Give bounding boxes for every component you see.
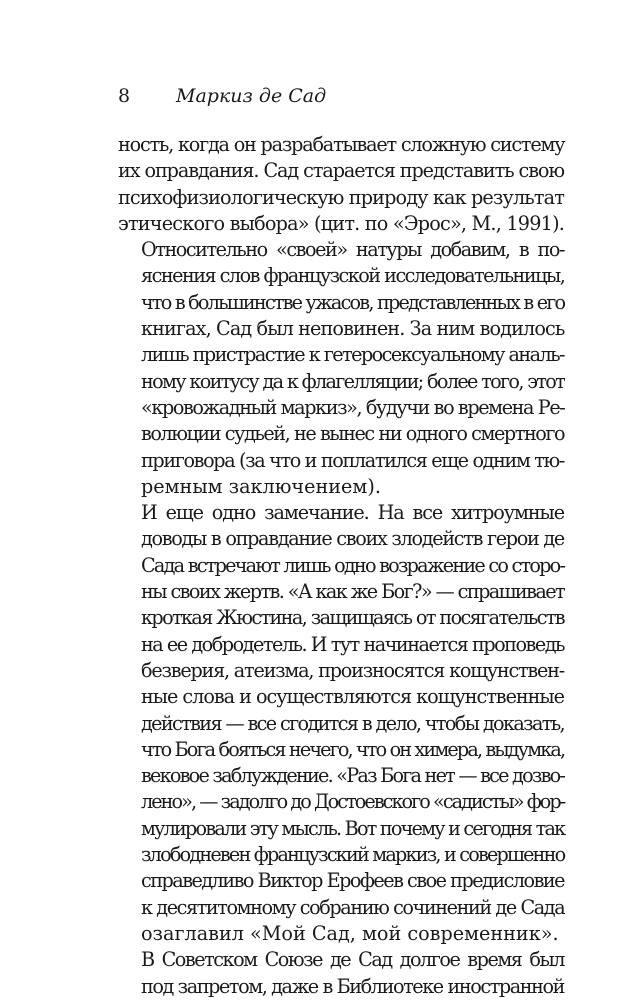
text-line: на ее добродетель. И тут начинается проповедь [141,632,564,656]
paragraph-4 [118,947,564,1000]
text-line: этического выбора» (цит. по «Эрос», М., 1991). [118,211,565,235]
text-line: доводы в оправдание своих злодейств герои де [141,527,564,551]
text-line: Сада встречают лишь одно возражение со сторо- [141,553,565,577]
body-text [118,132,564,1000]
text-line: волюции судьей, не вынес ни одного смертного [141,422,565,446]
text-line: ремным заключением). [141,474,381,498]
text-line: под запретом, даже в Библиотеке иностранной [141,974,564,998]
running-header [118,85,564,115]
text-line: злободневен французский маркиз, и совершенно [141,843,565,867]
text-line: действия — все сгодится в дело, чтобы доказать, [141,711,564,735]
text-line: «кровожадный маркиз», будучи во времена Ре- [141,395,565,419]
paragraph-2 [118,237,564,500]
page-number: 8 [118,85,131,107]
text-line: что Бога бояться нечего, что он химера, выдумка, [141,737,565,761]
paragraph-3 [118,500,564,947]
text-line: И еще одно замечание. На все хитроумные [141,501,564,525]
text-line: ность, когда он разрабатывает сложную систему [118,133,565,156]
text-line: книгах, Сад был неповинен. За ним водилось [141,317,565,341]
text-line: Относительно «своей» натуры добавим, в по- [141,238,564,262]
running-title: Маркиз де Сад [176,85,327,107]
text-line: приговора (за что и поплатился еще одним тю- [141,448,564,472]
book-page [118,85,564,1000]
text-line: кроткая Жюстина, защищаясь от посягательств [141,606,564,630]
text-line: ному коитусу да к флагелляции; более того, этот [141,369,565,393]
paragraph-1 [118,132,564,237]
text-line: ные слова и осуществляются кощунственные [141,685,564,709]
text-line: их оправдания. Сад старается представить свою [118,159,564,183]
text-line: вековое заблуждение. «Раз Бога нет — все дозво- [141,764,565,788]
text-line: яснения слов французской исследовательницы, [141,264,565,288]
text-line: справедливо Виктор Ерофеев свое предисловие [141,869,564,893]
text-line: что в большинстве ужасов, представленных в его [141,290,565,314]
text-line: В Советском Союзе де Сад долгое время был [141,948,564,972]
text-line: безверия, атеизма, произносятся кощунствен- [141,658,565,682]
text-line: лишь пристрастие к гетеросексуальному аналь- [141,343,564,367]
text-line: лено», — задолго до Достоевского «садисты» фор- [141,790,565,814]
text-line: озаглавил «Мой Сад, мой современник». [141,921,559,945]
text-line: ны своих жертв. «А как же Бог?» — спрашивает [141,580,565,604]
text-line: психофизиологическую природу как результат [118,185,564,209]
text-line: к десятитомному собранию сочинений де Сада [141,895,565,919]
text-line: мулировали эту мысль. Вот почему и сегодня так [141,816,565,840]
